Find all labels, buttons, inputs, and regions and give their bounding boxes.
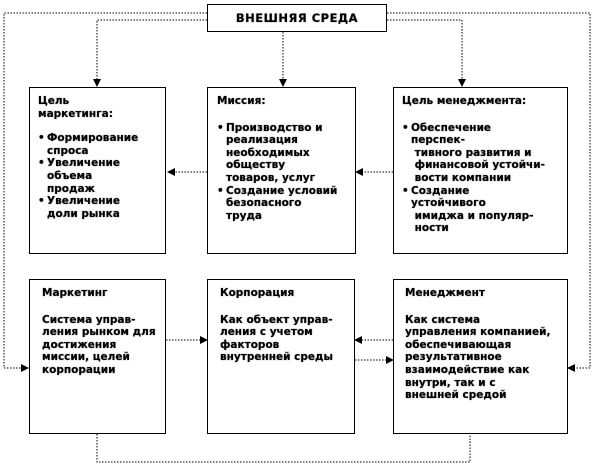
corporation-description: Как объект управ- ления с учетом факторов внутренней среды — [220, 313, 333, 364]
marketing-goal-list — [38, 132, 159, 220]
management-goal-box — [393, 87, 568, 254]
list-item: • Обеспечение перспек- тивного развития и финансовой устойчи- вости компании — [402, 122, 563, 185]
corporation-box — [207, 279, 355, 434]
mission-heading: Миссия: — [217, 95, 266, 107]
marketing-title: Маркетинг — [42, 287, 108, 299]
top-to-management-goal-arrow — [387, 20, 462, 86]
list-item: • Формирование спроса — [38, 132, 159, 157]
management-goal-heading: Цель менеджмента: — [402, 95, 527, 107]
marketing-goal-box — [29, 87, 166, 254]
bottom-connector — [97, 434, 470, 462]
mission-box — [207, 87, 356, 254]
management-goal-list — [402, 122, 563, 235]
marketing-description: Система управ- ления рынком для достижения миссии, целей корпорации — [42, 313, 156, 376]
list-item: • Создание устойчивого имиджа и популяр- ности — [402, 185, 563, 235]
corporation-title: Корпорация — [220, 287, 295, 299]
list-item: • Увеличение объема продаж — [38, 157, 159, 195]
management-description: Как система управления компанией, обеспечивающая результативное взаимодействие как внутри, так и с внешней средой — [405, 313, 551, 402]
list-item: • Создание условий безопасного труда — [217, 185, 349, 223]
management-box — [393, 279, 568, 434]
list-item: • Увеличение доли рынка — [38, 195, 159, 220]
list-item: • Производство и реализация необходимых обществу товаров, услуг — [217, 122, 349, 185]
external-environment-label: ВНЕШНЯЯ СРЕДА — [235, 11, 359, 25]
marketing-goal-heading: Цель маркетинга: — [38, 95, 113, 120]
mission-list — [217, 122, 349, 223]
external-environment-box — [207, 4, 387, 32]
management-title: Менеджмент — [405, 287, 485, 299]
top-to-marketing-goal-arrow — [97, 20, 207, 86]
marketing-box — [29, 279, 166, 434]
